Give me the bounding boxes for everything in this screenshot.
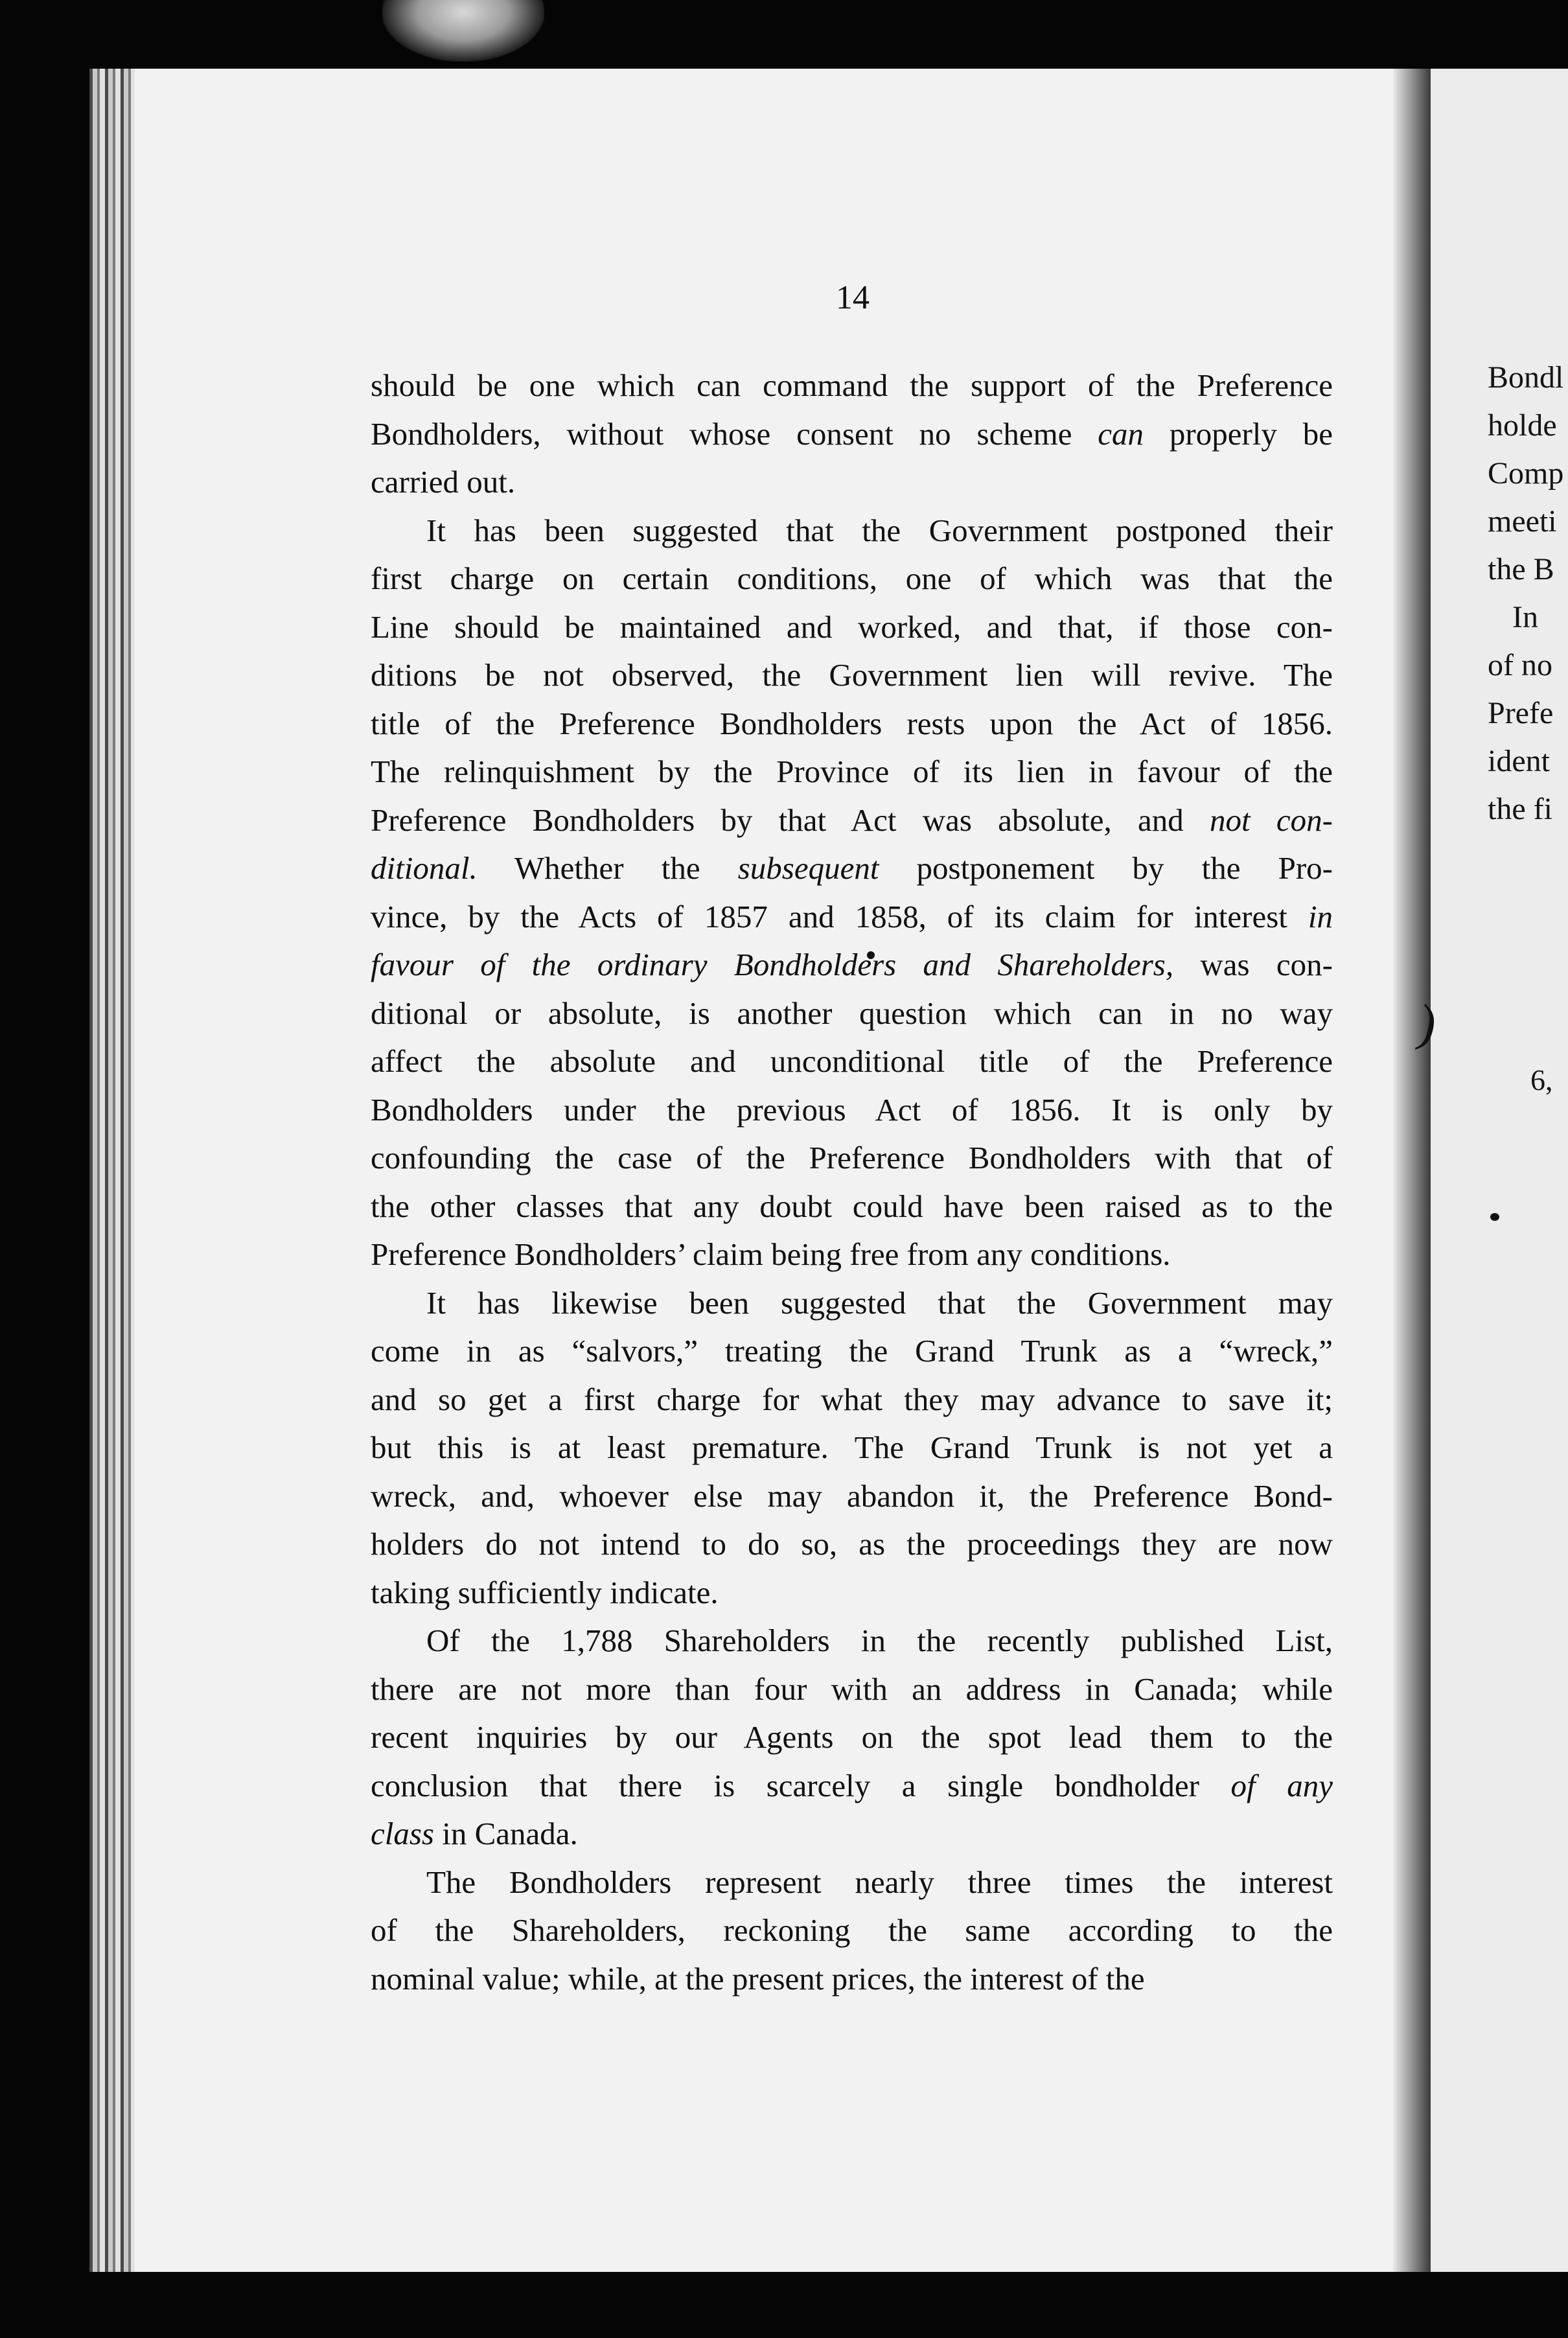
paragraph xyxy=(371,1279,1333,1617)
body-text xyxy=(371,362,1333,2003)
text-line: carried out. xyxy=(371,464,516,500)
text-line: Preference Bondholders’ claim being free from any conditions. xyxy=(371,1236,1171,1272)
facing-page-line: Prefe xyxy=(1488,696,1554,730)
text-line: and so get a first charge for what they may advance to save it; xyxy=(371,1381,1333,1417)
page-number: 14 xyxy=(836,279,870,316)
text-line: recent inquiries by our Agents on the spot lead them to the xyxy=(371,1719,1333,1755)
text-line: title of the Preference Bondholders rests upon the Act of 1856. xyxy=(371,705,1333,741)
text-line: taking sufficiently indicate. xyxy=(371,1574,719,1610)
paragraph xyxy=(371,507,1333,1279)
text-line: ditional or absolute, is another question which can in no way xyxy=(371,995,1333,1031)
facing-page xyxy=(1431,69,1568,2272)
facing-page-line: holde xyxy=(1488,408,1557,443)
text-line: there are not more than four with an address in Canada; while xyxy=(371,1671,1333,1707)
text-line: nominal value; while, at the present prices, the interest of the xyxy=(371,1960,1145,1997)
text-line: Bondholders under the previous Act of 1856. It is only by xyxy=(371,1091,1333,1128)
facing-page-line: Comp xyxy=(1488,456,1564,491)
facing-page-line: of no xyxy=(1488,648,1552,682)
text-line: It has been suggested that the Government postponed their xyxy=(426,512,1333,548)
facing-page-line: meeti xyxy=(1488,504,1557,538)
text-line: ditional. Whether the subsequent postponement by the Pro- xyxy=(371,850,1333,886)
text-line: come in as “salvors,” treating the Grand Trunk as a “wreck,” xyxy=(371,1333,1333,1369)
text-line: Preference Bondholders by that Act was absolute, and not con- xyxy=(371,802,1333,838)
book-gutter xyxy=(1393,69,1431,2272)
text-line: but this is at least premature. The Grand Trunk is not yet a xyxy=(371,1429,1333,1465)
facing-page-line: Bondl xyxy=(1488,360,1564,395)
text-line: holders do not intend to do so, as the proceedings they are now xyxy=(371,1526,1333,1562)
text-line: The Bondholders represent nearly three times the interest xyxy=(426,1864,1333,1900)
text-line: favour of the ordinary Bondholders and Shareholders, was con- xyxy=(371,947,1333,982)
text-line: wreck, and, whoever else may abandon it, the Preference Bond- xyxy=(371,1477,1333,1514)
paragraph xyxy=(371,1858,1333,2004)
text-line: first charge on certain conditions, one of which was that the xyxy=(371,561,1333,596)
facing-page-numeral: 6, xyxy=(1530,1063,1553,1096)
text-line: The relinquishment by the Province of its lien in favour of the xyxy=(371,754,1333,789)
facing-page-line: In xyxy=(1512,600,1538,634)
text-line: vince, by the Acts of 1857 and 1858, of its claim for interest in xyxy=(371,898,1333,934)
facing-page-line: the fi xyxy=(1488,792,1552,826)
text-line: class in Canada. xyxy=(371,1816,578,1851)
text-line: confounding the case of the Preference Bondholders with that of xyxy=(371,1140,1333,1175)
paragraph xyxy=(371,1617,1333,1858)
text-line: of the Shareholders, reckoning the same according to the xyxy=(371,1912,1333,1948)
text-line: Line should be maintained and worked, and that, if those con- xyxy=(371,608,1333,645)
ink-speck xyxy=(1490,1213,1499,1221)
facing-page-line: ident xyxy=(1488,744,1550,778)
paragraph xyxy=(371,362,1333,507)
facing-page-line: the B xyxy=(1488,552,1554,586)
text-line: should be one which can command the support of the Preference xyxy=(371,367,1333,403)
text-line: It has likewise been suggested that the Government may xyxy=(426,1284,1333,1321)
text-line: Bondholders, without whose consent no scheme can properly be xyxy=(371,415,1333,452)
margin-mark: ) xyxy=(1413,994,1442,1054)
facing-page-text xyxy=(1488,354,1563,833)
page-edge-stack xyxy=(89,69,135,2272)
text-line: the other classes that any doubt could have been raised as to the xyxy=(371,1188,1333,1224)
text-line: affect the absolute and unconditional title of the Preference xyxy=(371,1043,1333,1079)
ink-blot-top xyxy=(382,0,544,62)
text-line: ditions be not observed, the Government lien will revive. The xyxy=(371,657,1333,693)
text-line: Of the 1,788 Shareholders in the recently published List, xyxy=(426,1623,1333,1658)
text-line: conclusion that there is scarcely a single bondholder of any xyxy=(371,1767,1333,1803)
